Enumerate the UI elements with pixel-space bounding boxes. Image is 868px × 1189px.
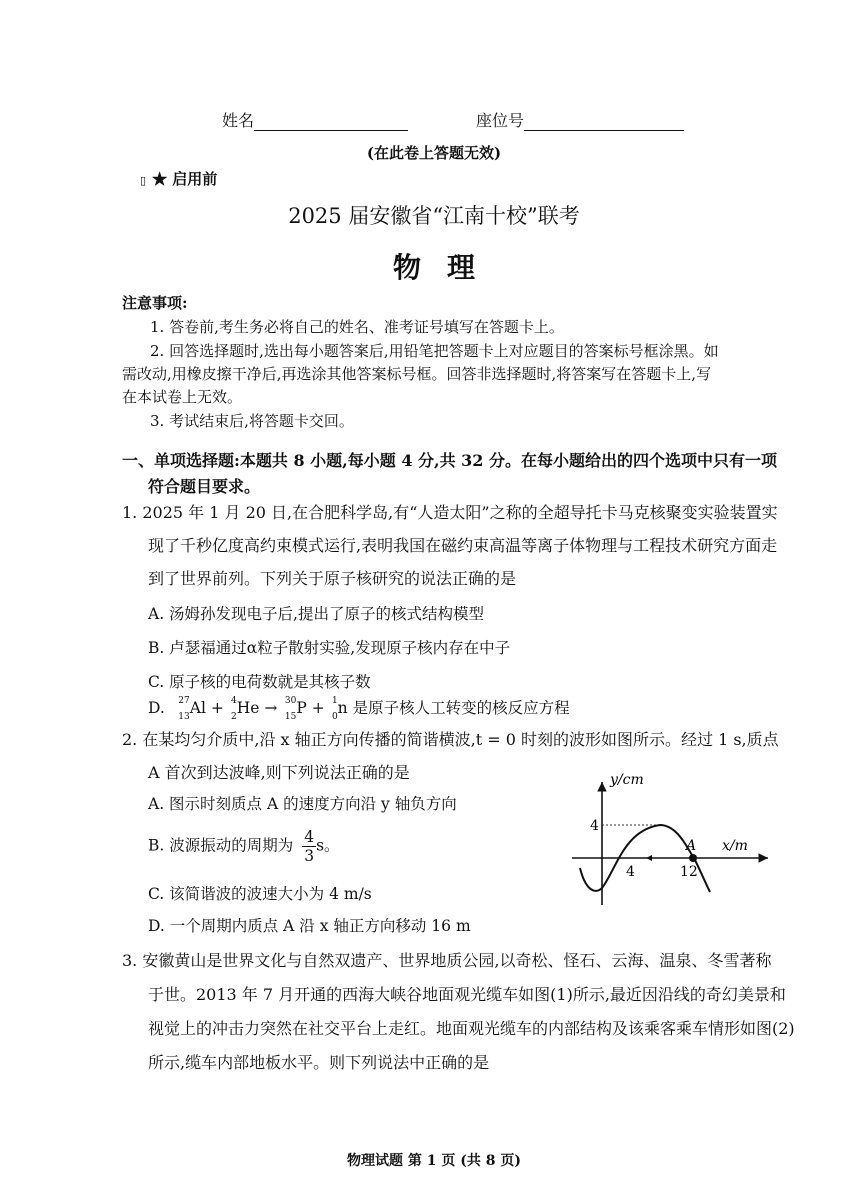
note-item: 2. 回答选择题时,选出每小题答案后,用铅笔把答题卡上对应题目的答案标号框涂黑。如 — [150, 342, 719, 360]
note-item: 需改动,用橡皮擦干净后,再选涂其他答案标号框。回答非选择题时,将答案写在答题卡上,写 — [122, 365, 712, 383]
point-a-marker — [689, 854, 697, 862]
name-blank — [254, 112, 408, 131]
q1-option-c[interactable]: C. 原子核的电荷数就是其核子数 — [148, 673, 371, 691]
y-axis-label: y/cm — [610, 772, 644, 788]
seat-blank — [524, 112, 684, 131]
y-tick-4: 4 — [590, 818, 599, 834]
q3-stem-line: 所示,缆车内部地板水平。则下列说法中正确的是 — [148, 1053, 490, 1072]
note-item: 在本试卷上无效。 — [122, 388, 243, 406]
page-footer: 物理试题 第 1 页 (共 8 页) — [347, 1153, 521, 1169]
q2-option-c[interactable]: C. 该简谐波的波速大小为 4 m/s — [148, 885, 372, 903]
note-item: 1. 答卷前,考生务必将自己的姓名、准考证号填写在答题卡上。 — [150, 318, 564, 336]
section-heading-cont: 符合题目要求。 — [148, 477, 261, 496]
x-tick-12: 12 — [680, 864, 698, 880]
exam-title: 2025 届安徽省“江南十校”联考 — [288, 204, 580, 228]
name-field — [222, 108, 408, 131]
q2-stem-line: 2. 在某均匀介质中,沿 x 轴正方向传播的简谐横波,t = 0 时刻的波形如图所示。经过 1 s,质点 — [122, 730, 779, 749]
q1-stem-line: 到了世界前列。下列关于原子核研究的说法正确的是 — [148, 569, 517, 588]
notes-heading: 注意事项: — [122, 294, 188, 312]
x-axis-label: x/m — [722, 838, 748, 854]
q1-stem-line: 现了千秒亿度高约束模式运行,表明我国在磁约束高温等离子体物理与工程技术研究方面走 — [148, 536, 778, 555]
no-answer-notice: (在此卷上答题无效) — [366, 144, 502, 162]
q2-option-b[interactable]: B. 波源振动的周期为 $\frac{4}{3}$ s。 — [148, 828, 340, 865]
q1-option-b[interactable]: B. 卢瑟福通过α粒子散射实验,发现原子核内存在中子 — [148, 639, 511, 657]
wave-graph — [572, 770, 782, 910]
q2-stem-line: A 首次到达波峰,则下列说法正确的是 — [148, 763, 410, 782]
lock-icon: ▯ — [140, 174, 147, 187]
q1-stem-line: 1. 2025 年 1 月 20 日,在合肥科学岛,有“人造太阳”之称的全超导托卡马克核聚变实验装置实 — [122, 503, 778, 522]
name-label: 姓名 — [222, 111, 255, 130]
subject-title: 物理 — [392, 251, 501, 284]
x-tick-4: 4 — [626, 864, 635, 880]
nuclear-reaction: 27 13 Al + 4 2 He → 30 15 P + 1 0 n — [178, 696, 348, 722]
seat-label: 座位号 — [476, 111, 525, 130]
q3-stem-line: 3. 安徽黄山是世界文化与自然双遗产、世界地质公园,以奇松、怪石、云海、温泉、冬雪著称 — [122, 951, 772, 970]
seat-field — [476, 108, 684, 131]
secret-mark: ▯ ★ 启用前 — [140, 170, 218, 188]
note-item: 3. 考试结束后,将答题卡交回。 — [150, 412, 354, 430]
q3-stem-line: 视觉上的冲击力突然在社交平台上走红。地面观光缆车的内部结构及该乘客乘车情形如图(2) — [148, 1019, 795, 1038]
q1-option-a[interactable]: A. 汤姆孙发现电子后,提出了原子的核式结构模型 — [148, 605, 484, 623]
period-fraction: $\frac{4}{3}$ — [304, 828, 315, 865]
q2-option-d[interactable]: D. 一个周期内质点 A 沿 x 轴正方向移动 16 m — [148, 917, 471, 935]
point-a-label: A — [686, 838, 697, 854]
q1-option-d[interactable]: D. 27 13 Al + 4 2 He → 30 15 P + 1 0 n 是原子核人工转变的核反应方程 — [148, 696, 570, 722]
section-heading: 一、单项选择题:本题共 8 小题,每小题 4 分,共 32 分。在每小题给出的四个选项中只有一项 — [122, 451, 778, 470]
q2-option-a[interactable]: A. 图示时刻质点 A 的速度方向沿 y 轴负方向 — [148, 795, 457, 813]
q3-stem-line: 于世。2013 年 7 月开通的西海大峡谷地面观光缆车如图(1)所示,最近因沿线的奇幻美景和 — [148, 985, 786, 1004]
